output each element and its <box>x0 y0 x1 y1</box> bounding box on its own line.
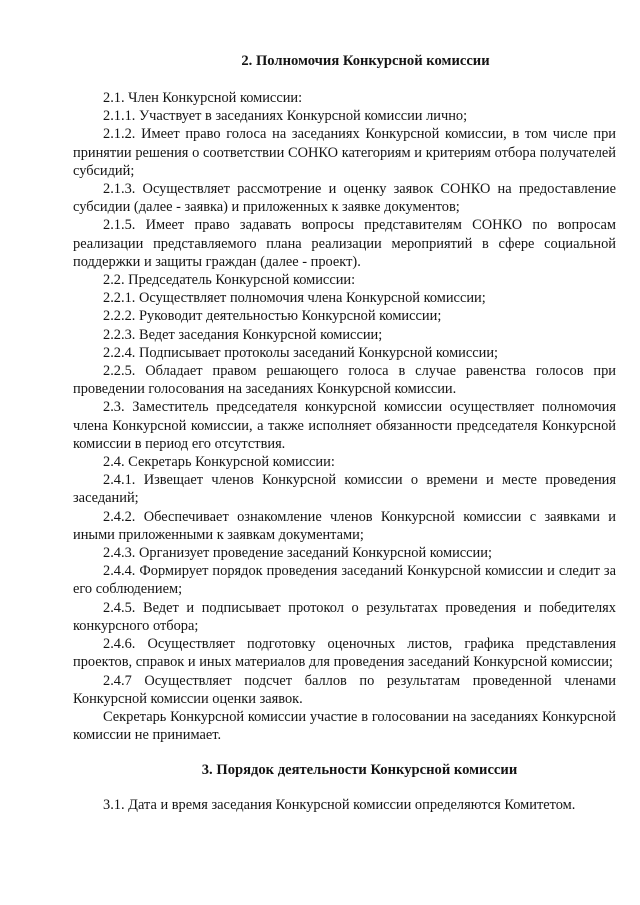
paragraph-2-1-3: 2.1.3. Осуществляет рассмотрение и оценку заявок СОНКО на предоставление субсидии (далее - заявка) и приложенных к заявке документов; <box>73 181 616 216</box>
paragraph-2-3: 2.3. Заместитель председателя конкурсной комиссии осуществляет полномочия члена Конкурсной комиссии, а также исполняет обязанности председателя Конкурсной комиссии в период его отсутствия. <box>73 399 616 452</box>
paragraph-2-2-5: 2.2.5. Обладает правом решающего голоса в случае равенства голосов при проведении голосования на заседаниях Конкурсной комиссии. <box>73 363 616 398</box>
paragraph-2-2-2: 2.2.2. Руководит деятельностью Конкурсной комиссии; <box>103 308 442 325</box>
paragraph-2-4: 2.4. Секретарь Конкурсной комиссии: <box>103 454 335 471</box>
paragraph-2-4-4: 2.4.4. Формирует порядок проведения заседаний Конкурсной комиссии и следит за его соблюдением; <box>73 563 616 598</box>
paragraph-2-4-3: 2.4.3. Организует проведение заседаний Конкурсной комиссии; <box>103 545 492 562</box>
paragraph-2-2-3: 2.2.3. Ведет заседания Конкурсной комиссии; <box>103 326 383 343</box>
section-2-title: 2. Полномочия Конкурсной комиссии <box>241 53 490 69</box>
paragraph-2-2-4: 2.2.4. Подписывает протоколы заседаний Конкурсной комиссии; <box>103 344 499 361</box>
paragraph-2-4-2: 2.4.2. Обеспечивает ознакомление членов Конкурсной комиссии с заявками и иными приложенными к заявкам документами; <box>73 508 616 543</box>
paragraph-2-1-2: 2.1.2. Имеет право голоса на заседаниях Конкурсной комиссии, в том числе при принятии решения о соответствии СОНКО категориям и критериям отбора получателей субсидий; <box>73 126 616 179</box>
paragraph-2-4-7: 2.4.7 Осуществляет подсчет баллов по результатам проведенной членами Конкурсной комиссии оценки заявок. <box>73 672 616 707</box>
paragraph-2-4-5: 2.4.5. Ведет и подписывает протокол о результатах проведения и победителях конкурсного отбора; <box>73 599 616 634</box>
paragraph-2-2-1: 2.2.1. Осуществляет полномочия члена Конкурсной комиссии; <box>103 290 486 307</box>
section-3-title: 3. Порядок деятельности Конкурсной комиссии <box>201 762 518 779</box>
document-body <box>73 52 616 815</box>
paragraph-2-2: 2.2. Председатель Конкурсной комиссии: <box>103 272 356 289</box>
paragraph-secretary-note: Секретарь Конкурсной комиссии участие в голосовании на заседаниях Конкурсной комиссии не принимает. <box>73 708 616 744</box>
paragraph-2-4-1: 2.4.1. Извещает членов Конкурсной комиссии о времени и месте проведения заседаний; <box>73 472 616 507</box>
paragraph-2-1-1: 2.1.1. Участвует в заседаниях Конкурсной комиссии лично; <box>103 108 468 125</box>
paragraph-2-4-6: 2.4.6. Осуществляет подготовку оценочных листов, графика представления проектов, справок и иных материалов для проведения заседаний Конкурсной комиссии; <box>73 636 616 671</box>
paragraph-2-1-5: 2.1.5. Имеет право задавать вопросы представителям СОНКО по вопросам реализации представляемого плана реализации мероприятий в сфере социальной поддержки и защиты граждан (далее - проект). <box>73 217 616 270</box>
paragraph-3-1: 3.1. Дата и время заседания Конкурсной комиссии определяются Комитетом. <box>103 797 576 814</box>
paragraph-2-1: 2.1. Член Конкурсной комиссии: <box>103 90 303 106</box>
